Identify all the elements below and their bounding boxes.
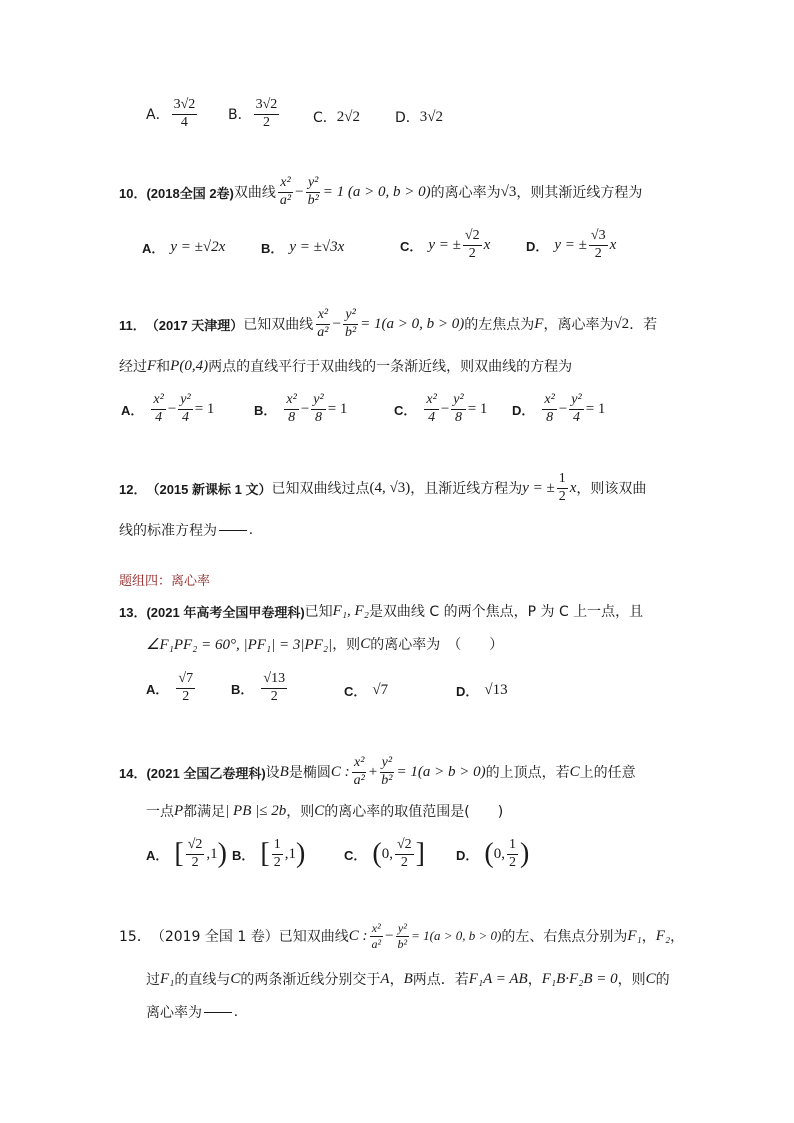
q9-a-fraction: $\frac{3√2}{4}$ [173,97,196,130]
q9-option-d: D． 3√2 [395,108,444,126]
q9-b-fraction: $\frac{3√2}{2}$ [255,97,278,130]
answer-blank [204,1011,232,1013]
q11-option-b: B． $\frac{\text{x²}}{8}$ − $\frac{\text{y²}}{8}$ = 1 [254,392,348,425]
q13-stem: 13． (2021 年高考全国甲卷理科) 已知 F₁, F₂ 是双曲线 C 的两个焦点，P 为 C 上一点，且 [119,602,644,620]
q13-stem-line2: ∠F₁PF₂ = 60°, |PF₁| = 3|PF₂| ，则 C 的离心率为 （ ） [146,635,504,653]
q10-frac-x: $\frac{\text{x²}}{\text{a²}}$ [279,175,292,208]
q14-option-b: B． [ $\frac{1}{2}$ ,1 ) [232,837,306,870]
q15-stem-line2: 过 F₁ 的直线与 C 的两条渐近线分别交于 A ， B 两点．若 F₁A = AB ， F₁B·F₂B = 0 ，则 C 的 [146,970,670,988]
q11-option-c: C． $\frac{\text{x²}}{4}$ − $\frac{\text{y²}}{8}$ = 1 [394,392,488,425]
q11-option-d: D． $\frac{\text{x²}}{8}$ − $\frac{\text{y²}}{4}$ = 1 [512,392,606,425]
answer-blank [219,529,247,531]
q13-option-d: D． √13 [456,682,508,699]
q10-option-d: D． y = ± $\frac{√3}{2}$ x [526,228,617,261]
q14-option-c: C． ( 0, $\frac{√2}{2}$ ] [344,837,425,870]
q10-option-c: C． y = ± $\frac{√2}{2}$ x [400,228,491,261]
q13-option-b: B． $\frac{√13}{2}$ [231,671,286,704]
q12-stem-line2: 线的标准方程为 . [119,521,253,539]
q10-stem: 10． (2018全国 2卷) 双曲线 $\frac{\text{x²}}{\text{a²}}$ − $\frac{\text{y²}}{\text{b²}}$ = 1 (a > 0, b > 0) 的离心率为 √3 ，则其渐近线方程为 [119,175,643,208]
q15-stem: 15． （2019 全国 1 卷） 已知双曲线 C : $\frac{\text{x²}}{\text{a²}}$ − $\frac{\text{y²}}{\text{b²}}$ = 1(a > 0, b > 0) 的左、右焦点分别为 F₁ ， F₂ ， [119,921,685,951]
q10-d-fraction: $\frac{√3}{2}$ [590,228,606,261]
q10-option-b: B． y = ±√3x [261,239,345,256]
q11-option-a: A． $\frac{\text{x²}}{4}$ − $\frac{\text{y²}}{4}$ = 1 [121,392,215,425]
q11-stem: 11． （2017 天津理） 已知双曲线 $\frac{\text{x²}}{\text{a²}}$ − $\frac{\text{y²}}{\text{b²}}$ = 1(a > 0, b > 0) 的左焦点为 F ，离心率为 √2 ．若 [119,307,658,340]
group-title: 题组四：离心率 [119,574,211,589]
q9-option-c: C． 2√2 [313,108,361,126]
q9-option-b: B． $\frac{3√2}{2}$ [228,97,278,130]
q10-option-a: A． y = ±√2x [142,239,226,256]
q10-c-fraction: $\frac{√2}{2}$ [464,228,480,261]
q14-option-a: A． [ $\frac{√2}{2}$ ,1 ) [146,837,227,870]
q14-option-d: D． ( 0, $\frac{1}{2}$ ) [456,837,530,870]
q13-option-a: A． $\frac{√7}{2}$ [146,671,194,704]
q15-stem-line3: 离心率为 . [146,1003,238,1021]
q10-frac-y: $\frac{\text{y²}}{\text{b²}}$ [307,175,319,208]
q12-stem: 12． （2015 新课标 1 文） 已知双曲线过点 (4, √3) ，且渐近线方程为 y = ± $\frac{1}{2}$ x ，则该双曲 [119,471,647,504]
q14-stem-line2: 一点 P 都满足 | PB |≤ 2b ，则 C 的离心率的取值范围是( ) [146,802,504,820]
q9-option-a: A． $\frac{3√2}{4}$ [146,97,196,130]
q13-option-c: C． √7 [344,682,389,699]
q14-stem: 14． (2021 全国乙卷理科) 设 B 是椭圆 C : $\frac{\text{x²}}{\text{a²}}$ + $\frac{\text{y²}}{\text{b²}}$ = 1(a > b > 0) 的上顶点，若 C 上的任意 [119,755,636,788]
q11-stem-line2: 经过 F 和 P(0,4) 两点的直线平行于双曲线的一条渐近线，则双曲线的方程为 [119,357,573,375]
